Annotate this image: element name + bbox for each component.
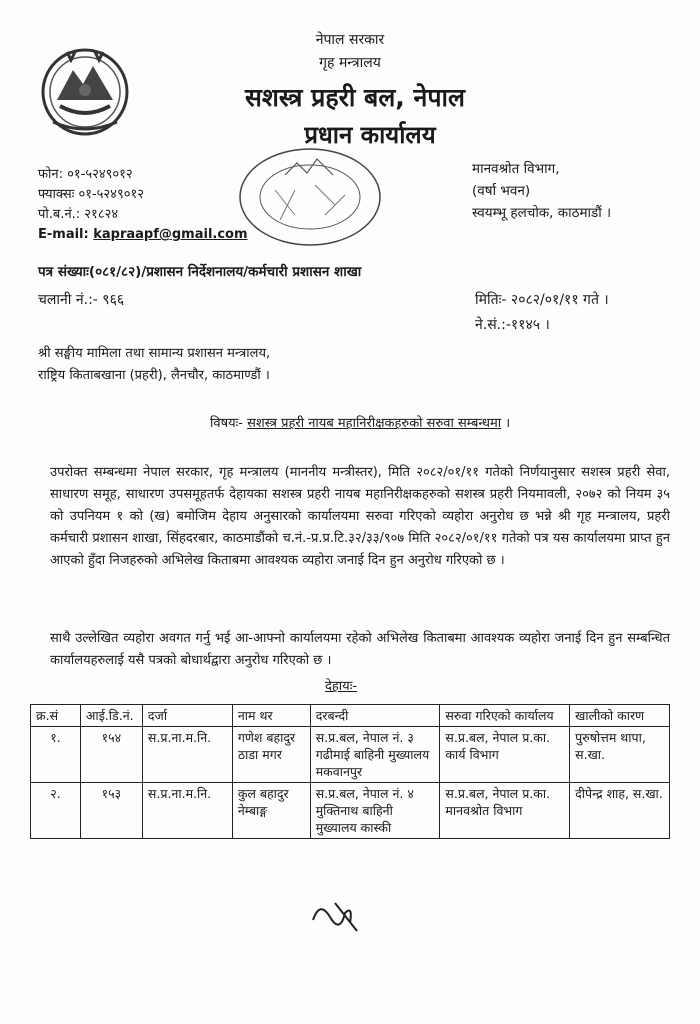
building-name: (वर्षा भवन) — [472, 183, 531, 199]
header-id: आई.डि.नं. — [80, 705, 142, 727]
office-seal-stamp — [235, 145, 385, 250]
cell-transfer-office: स.प्र.बल, नेपाल प्र.का. मानवश्रोत विभाग — [440, 783, 570, 839]
header-vacancy-reason: खालीको कारण — [570, 705, 670, 727]
cell-serial: २. — [31, 783, 81, 839]
cell-name: कुल बहादुर नेम्बाङ्ग — [232, 783, 310, 839]
email-label: E-mail: — [38, 227, 94, 242]
table-header-row — [31, 705, 670, 727]
header-rank: दर्जा — [142, 705, 232, 727]
office-location: स्वयम्भू हलचोक, काठमाडौं । — [472, 205, 612, 221]
cell-name: गणेश बहादुर ठाडा मगर — [232, 727, 310, 783]
transfer-table — [30, 704, 670, 839]
cell-vacancy-reason: पुरुषोत्तम थापा, स.खा. — [570, 727, 670, 783]
nepal-sambat-date: ने.सं.:-११४५ । — [475, 317, 550, 333]
recipient-line-2: राष्ट्रिय किताबखाना (प्रहरी), लैनचौर, काठमाण्डौं । — [38, 368, 270, 383]
body-paragraph-1: उपरोक्त सम्बन्धमा नेपाल सरकार, गृह मन्त्रालय (माननीय मन्त्रीस्तर), मिति २०८२/०१/११ गतेको निर्णयानुसार सशस्त्र प्रहरी सेवा, साधारण समूह, साधारण उपसमूहतर्फ देहायका सशस्त्र प्रहरी नायब महानिरीक्षकहरुको सशस्त्र प्रहरी नियमावली, २०७२ को नियम ३५ को उपनियम १ को (ख) बमोजिम देहाय अनुसारको कार्यालयमा सरुवा गरिएको व्यहोरा अनुरोध छ भन्ने श्री गृह मन्त्रालय, प्रहरी कर्मचारी प्रशासन शाखा, सिंहदरबार, काठमाडौंको च.नं.-प्र.प्र.टि.३२/३३/९०७ मिति २०८२/०१/११ गतेको पत्र यस कार्यालयमा प्राप्त हुन आएको हुँदा निजहरुको अभिलेख किताबमा आवश्यक व्यहोरा जनाई दिन हुन अनुरोध गरिएको छ । — [50, 465, 670, 568]
cell-vacancy-reason: दीपेन्द्र शाह, स.खा. — [570, 783, 670, 839]
fax-number: फ्याक्सः ०१-५२४९०१२ — [38, 187, 144, 202]
header-serial: क्र.सं — [31, 705, 81, 727]
ministry-name: गृह मन्त्रालय — [319, 55, 381, 71]
cell-transfer-office: स.प्र.बल, नेपाल प्र.का. कार्य विभाग — [440, 727, 570, 783]
cell-id: १५४ — [80, 727, 142, 783]
cell-id: १५३ — [80, 783, 142, 839]
subject-text: सशस्त्र प्रहरी नायब महानिरीक्षकहरुको सरुवा सम्बन्धमा — [247, 416, 502, 431]
po-box: पो.ब.नं.: २१८२४ — [38, 207, 119, 222]
government-name: नेपाल सरकार — [315, 32, 385, 48]
letter-number: पत्र संख्याः(०८१/८२)/प्रशासन निर्देशनालय/कर्मचारी प्रशासन शाखा — [38, 264, 362, 280]
cell-serial: १. — [31, 727, 81, 783]
subject-label: विषयः- — [210, 416, 248, 431]
subject-end: । — [501, 416, 511, 431]
cell-rank: स.प्र.ना.म.नि. — [142, 727, 232, 783]
cell-post: स.प्र.बल, नेपाल नं. ३ गढीमाई बाहिनी मुख्यालय मकवानपुर — [310, 727, 440, 783]
office-name: प्रधान कार्यालय — [304, 121, 436, 149]
department-name: मानवश्रोत विभाग, — [472, 161, 560, 177]
letter-date: मितिः- २०८२/०१/११ गते । — [475, 292, 609, 308]
cell-rank: स.प्र.ना.म.नि. — [142, 783, 232, 839]
header-post: दरबन्दी — [310, 705, 440, 727]
signature-mark — [305, 895, 375, 935]
body-paragraph-2: साथै उल्लेखित व्यहोरा अवगत गर्नु भई आ-आफ्नो कार्यालयमा रहेको अभिलेख किताबमा आवश्यक व्यहोरा जनाई दिन हुन सम्बन्धित कार्यालयहरुलाई यसै पत्रको बोधार्थद्वारा अनुरोध गरिएको छ । — [50, 631, 670, 668]
phone-number: फोन: ०१-५२४९०१२ — [38, 167, 133, 182]
email-link[interactable]: kapraapf@gmail.com — [93, 227, 248, 242]
cell-post: स.प्र.बल, नेपाल नं. ४ मुक्तिनाथ बाहिनी मुख्यालय कास्की — [310, 783, 440, 839]
subject-line — [210, 413, 510, 431]
dispatch-number: चलानी नं.:- ९६६ — [38, 292, 125, 308]
header-name: नाम थर — [232, 705, 310, 727]
header-transfer-office: सरुवा गरिएको कार्यालय — [440, 705, 570, 727]
list-heading: देहायः- — [325, 679, 358, 694]
table-row — [31, 783, 670, 839]
organization-name: सशस्त्र प्रहरी बल, नेपाल — [245, 83, 465, 112]
recipient-line-1: श्री सङ्घीय मामिला तथा सामान्य प्रशासन मन्त्रालय, — [38, 346, 271, 361]
table-row — [31, 727, 670, 783]
